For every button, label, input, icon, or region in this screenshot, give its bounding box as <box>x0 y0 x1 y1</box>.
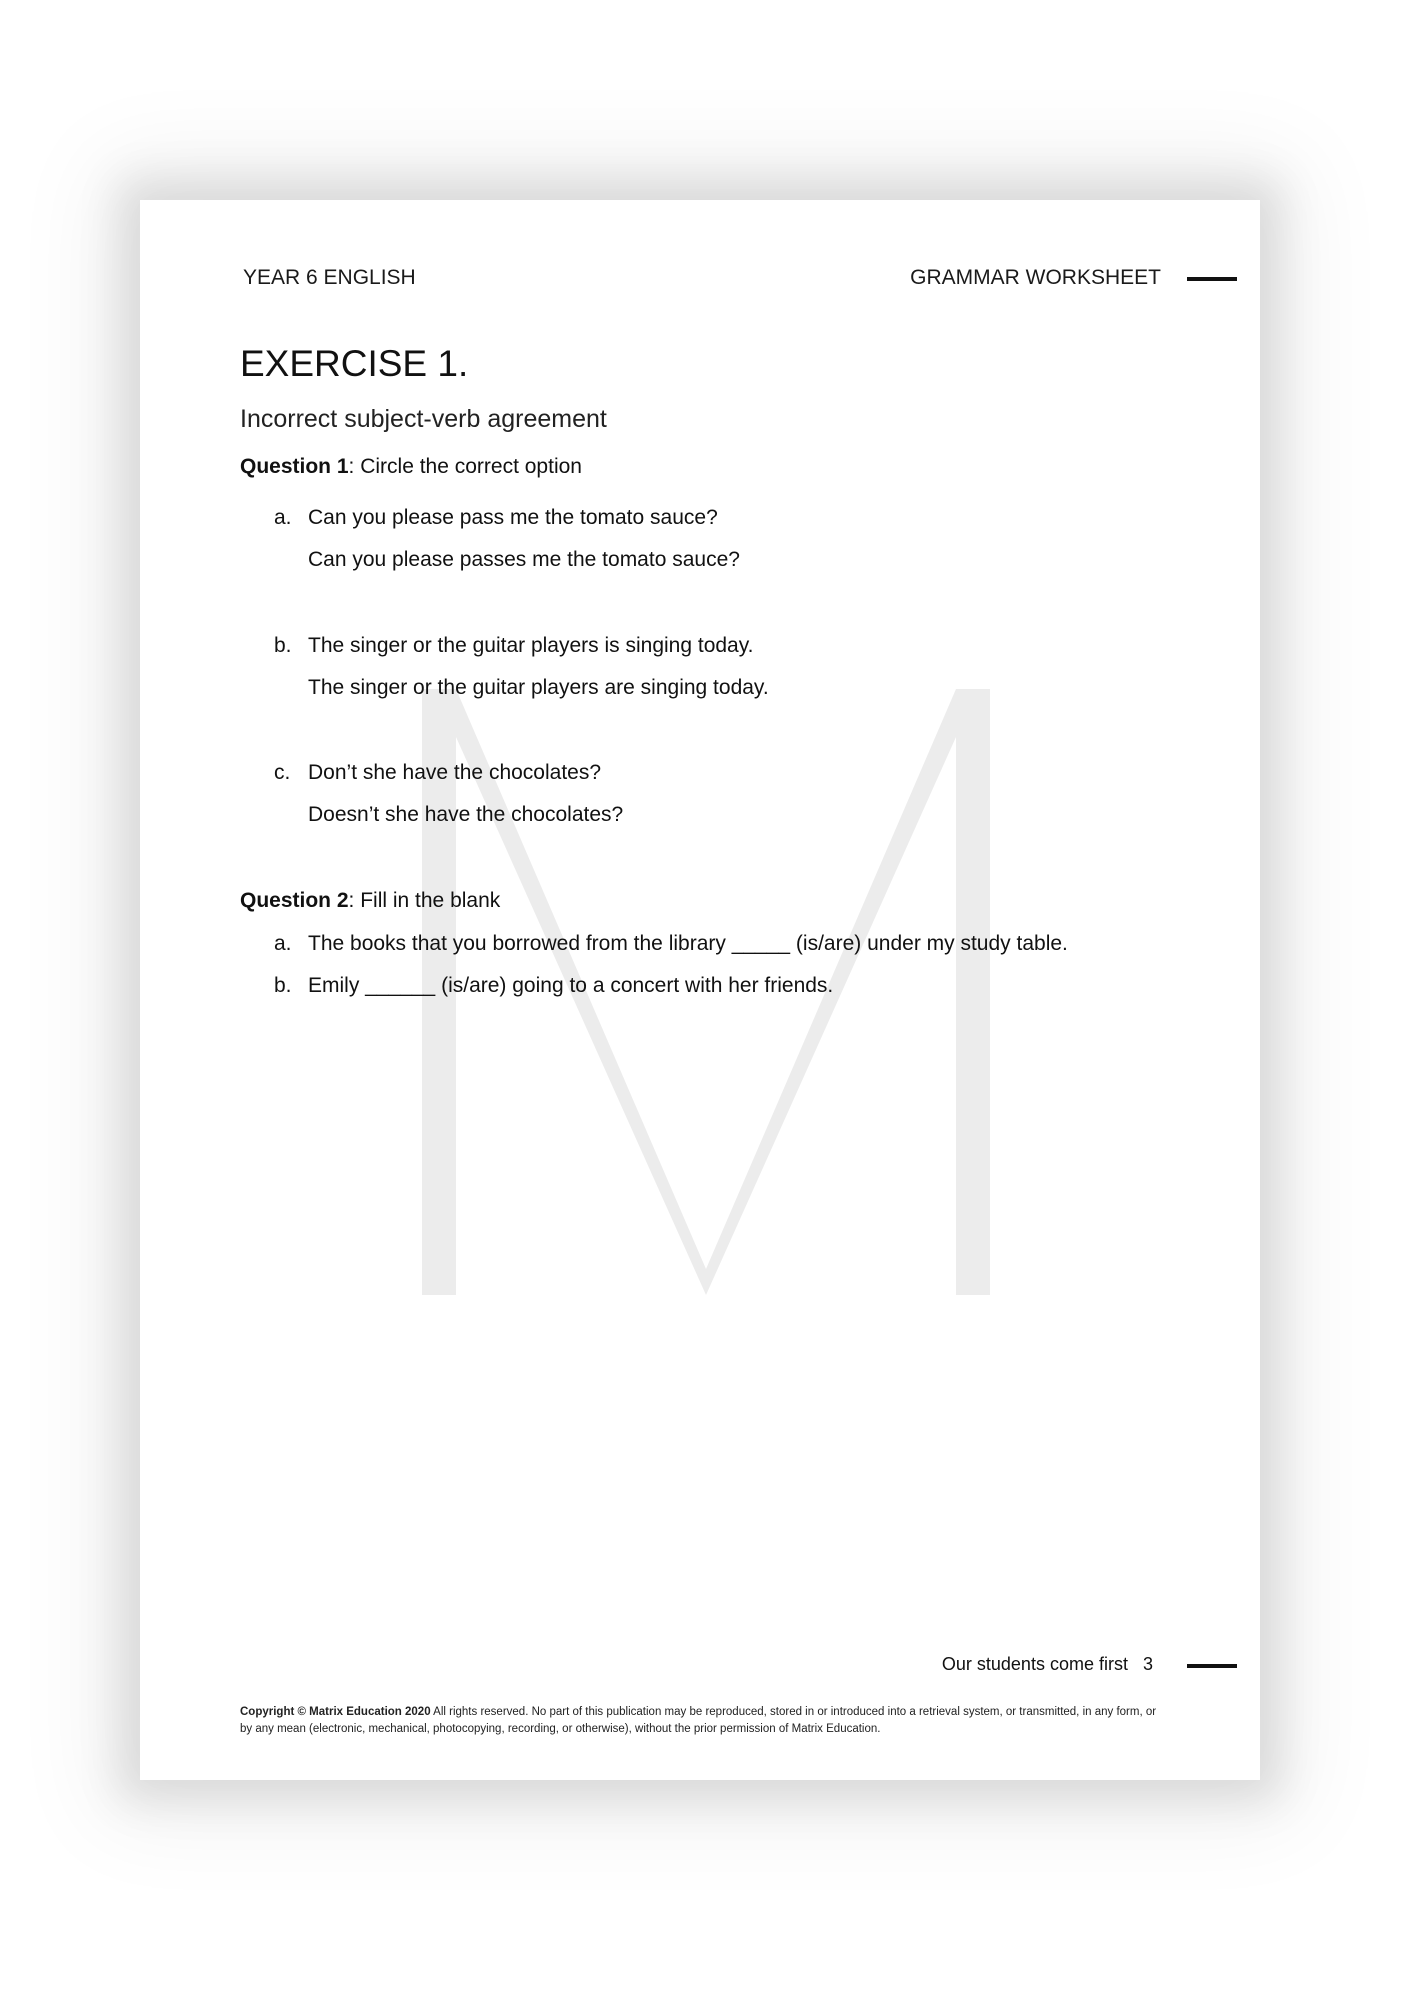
q1-item-a-option-2[interactable]: Can you please passes me the tomato sauce? <box>308 548 740 571</box>
q1-item-b-letter: b. <box>274 634 292 657</box>
footer-tagline <box>942 1654 1153 1675</box>
exercise-title: EXERCISE 1. <box>240 343 469 384</box>
exercise-subtitle: Incorrect subject-verb agreement <box>240 405 607 433</box>
question-2-instruction: : Fill in the blank <box>348 889 501 912</box>
q2-item-b-letter: b. <box>274 974 292 997</box>
question-2-label: Question 2 <box>240 889 349 912</box>
copyright-notice <box>240 1704 1170 1738</box>
copyright-text: All rights reserved. No part of this publication may be reproduced, stored in or introduced into a retrieval system, or transmitted, in any form, or by any mean (electronic, mechanical, photocopying, recording, or otherwise), without the prior permission of Matrix Education. <box>240 1706 1157 1735</box>
footer-tagline-text: Our students come first <box>941 1654 1128 1674</box>
header-divider-bar <box>1187 277 1237 281</box>
page-number: 3 <box>1142 1654 1153 1674</box>
q1-item-c-letter: c. <box>274 761 291 784</box>
q1-item-b-option-2[interactable]: The singer or the guitar players are singing today. <box>308 676 769 699</box>
question-1-label: Question 1 <box>240 455 349 478</box>
q1-item-c-option-1[interactable]: Don’t she have the chocolates? <box>308 761 602 784</box>
header-course: YEAR 6 ENGLISH <box>243 266 416 289</box>
q1-item-a-option-1[interactable]: Can you please pass me the tomato sauce? <box>308 506 718 529</box>
question-1-instruction: : Circle the correct option <box>348 455 582 478</box>
footer-divider-bar <box>1187 1664 1237 1668</box>
q2-item-a-text[interactable]: The books that you borrowed from the library _____ (is/are) under my study table. <box>308 932 1068 955</box>
question-2-heading <box>240 889 500 913</box>
copyright-holder: Copyright © Matrix Education 2020 <box>240 1706 431 1718</box>
q1-item-a-letter: a. <box>274 506 292 529</box>
question-1-heading <box>240 455 582 479</box>
q2-item-b-text[interactable]: Emily ______ (is/are) going to a concert with her friends. <box>308 974 834 997</box>
worksheet-page <box>140 200 1260 1780</box>
q1-item-b-option-1[interactable]: The singer or the guitar players is singing today. <box>308 634 754 657</box>
q1-item-c-option-2[interactable]: Doesn’t she have the chocolates? <box>308 803 624 826</box>
q2-item-a-letter: a. <box>274 932 292 955</box>
header-worksheet-title: GRAMMAR WORKSHEET <box>910 266 1161 289</box>
